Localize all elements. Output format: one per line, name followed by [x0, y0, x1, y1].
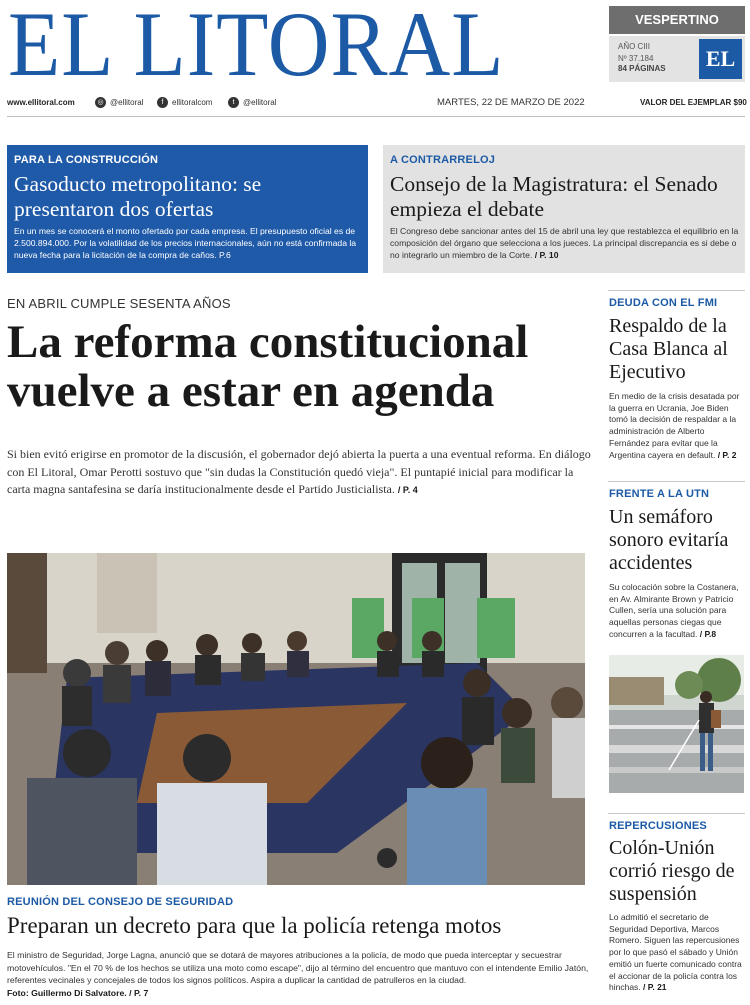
edition-badge: VESPERTINO	[609, 6, 745, 34]
instagram-link[interactable]	[95, 97, 143, 108]
photo-credit: Foto: Guillermo Di Salvatore.	[7, 987, 127, 998]
el-logo[interactable]: EL	[699, 39, 742, 79]
twitter-icon: t	[228, 97, 239, 108]
column-divider	[608, 481, 745, 482]
page-reference[interactable]: / P. 21	[643, 982, 667, 993]
photo-story-kicker: REUNIÓN DEL CONSEJO DE SEGURIDAD	[7, 896, 234, 908]
story-gasoducto[interactable]	[7, 145, 368, 273]
story-headline[interactable]: Consejo de la Magistratura: el Senado empieza el debate	[390, 172, 718, 221]
instagram-icon: ◎	[95, 97, 106, 108]
side-story-summary-text: Lo admitió el secretario de Seguridad Deportiva, Marcos Romero. Siguen las repercusiones por lo que pasó el sábado y Unión emitió un fuerte comunicado contra el accionar de la policía contra los hinchas.	[609, 912, 742, 993]
website-link[interactable]: www.ellitoral.com	[7, 98, 75, 107]
twitter-handle: @ellitoral	[243, 98, 277, 107]
masthead-title[interactable]: EL LITORAL	[8, 0, 505, 95]
story-summary: En un mes se conocerá el monto ofertado por cada empresa. El presupuesto oficial es de 2.500.894.000. Por la volatilidad de los precios internacionales, aún no está confirmada la nueva fecha para la licitación de la compra de caños. P.6	[14, 226, 357, 261]
side-story-summary	[609, 912, 747, 994]
side-story-headline[interactable]: Colón-Unión corrió riesgo de suspensión	[609, 837, 735, 905]
page-reference[interactable]: / P. 7	[129, 987, 149, 998]
main-story-headline[interactable]: La reforma constitucional vuelve a estar en agenda	[7, 316, 529, 417]
side-story-headline[interactable]: Un semáforo sonoro evitaría accidentes	[609, 506, 729, 574]
side-story-summary	[609, 391, 747, 461]
facebook-handle: ellitoralcom	[172, 98, 213, 107]
story-kicker: A CONTRARRELOJ	[390, 154, 496, 166]
main-story-kicker: EN ABRIL CUMPLE SESENTA AÑOS	[7, 296, 231, 311]
story-kicker: PARA LA CONSTRUCCIÓN	[14, 154, 159, 166]
page-reference[interactable]: / P.8	[699, 628, 717, 639]
page-reference[interactable]: / P. 4	[397, 485, 418, 495]
issue-pages: 84 PÁGINAS	[618, 64, 666, 73]
street-illustration	[609, 655, 744, 793]
story-summary	[390, 225, 740, 262]
main-story-summary	[7, 446, 592, 500]
side-story-summary-text: Su colocación sobre la Costanera, en Av. Almirante Brown y Patricio Cullen, sería una solución para aquellas personas ciegas que concurren a la facultad.	[609, 582, 739, 639]
main-story-summary-text: Si bien evitó erigirse en promotor de la discusión, el gobernador dejó abierta la puerta a una eventual reforma. En diálogo con El Litoral, Omar Perotti sostuvo que "sin dudas la Constitución quedó vieja". El puntapié inicial para modificar la carta magna santafesina se daría institucionalmente desde el Partido Justicialista.	[7, 447, 591, 496]
side-story-summary-text: En medio de la crisis desatada por la guerra en Ucrania, Joe Biden tomó la decisión de respaldar a la administración de Alberto Fernández para evitar que la Argentina cayera en default.	[609, 391, 740, 460]
page-reference[interactable]: / P. 2	[717, 449, 737, 460]
main-photo-security-council[interactable]	[7, 553, 585, 885]
photo-story-headline[interactable]: Preparan un decreto para que la policía retenga motos	[7, 913, 502, 938]
side-story-headline[interactable]: Respaldo de la Casa Blanca al Ejecutivo	[609, 315, 728, 383]
twitter-link[interactable]	[228, 97, 276, 108]
issue-price: VALOR DEL EJEMPLAR $90	[640, 98, 747, 107]
side-story-kicker: FRENTE A LA UTN	[609, 488, 710, 500]
side-story-summary	[609, 582, 747, 641]
instagram-handle: @ellitoral	[110, 98, 144, 107]
issue-number: Nº 37.184	[618, 54, 654, 63]
side-story-kicker: REPERCUSIONES	[609, 820, 707, 832]
meeting-room-illustration	[7, 553, 585, 885]
header-divider	[7, 116, 745, 117]
story-consejo-magistratura[interactable]	[383, 145, 745, 273]
publication-date: MARTES, 22 DE MARZO DE 2022	[437, 97, 585, 108]
facebook-link[interactable]	[157, 97, 212, 108]
page-reference[interactable]: / P. 10	[534, 250, 559, 261]
utn-crosswalk-photo[interactable]	[609, 655, 744, 793]
issue-year: AÑO CIII	[618, 42, 651, 51]
column-divider	[608, 813, 745, 814]
story-summary-text: El Congreso debe sancionar antes del 15 de abril una ley que restablezca el equilibrio en la composición del órgano que selecciona a los jueces. La principal discrepancia es si debe o no integrarlo un miembro de la Corte.	[390, 226, 739, 261]
story-headline[interactable]: Gasoducto metropolitano: se presentaron dos ofertas	[14, 172, 262, 221]
photo-story-summary-text: El ministro de Seguridad, Jorge Lagna, anunció que se dotará de mayores atribuciones a la policía, de modo que pueda interceptar y secuestrar motovehículos. "En el 70 % de los hechos se utiliza una moto como escape", dijo al término del encuentro que mantuvo con el intendente Emilio Jatón, referentes vecinales y concejales de todos los signos políticos. Aspira a duplicar la cantidad de patrulleros en la ciudad.	[7, 950, 589, 985]
column-divider	[608, 290, 745, 291]
facebook-icon: f	[157, 97, 168, 108]
photo-story-summary	[7, 949, 592, 999]
side-story-kicker: DEUDA CON EL FMI	[609, 297, 718, 309]
